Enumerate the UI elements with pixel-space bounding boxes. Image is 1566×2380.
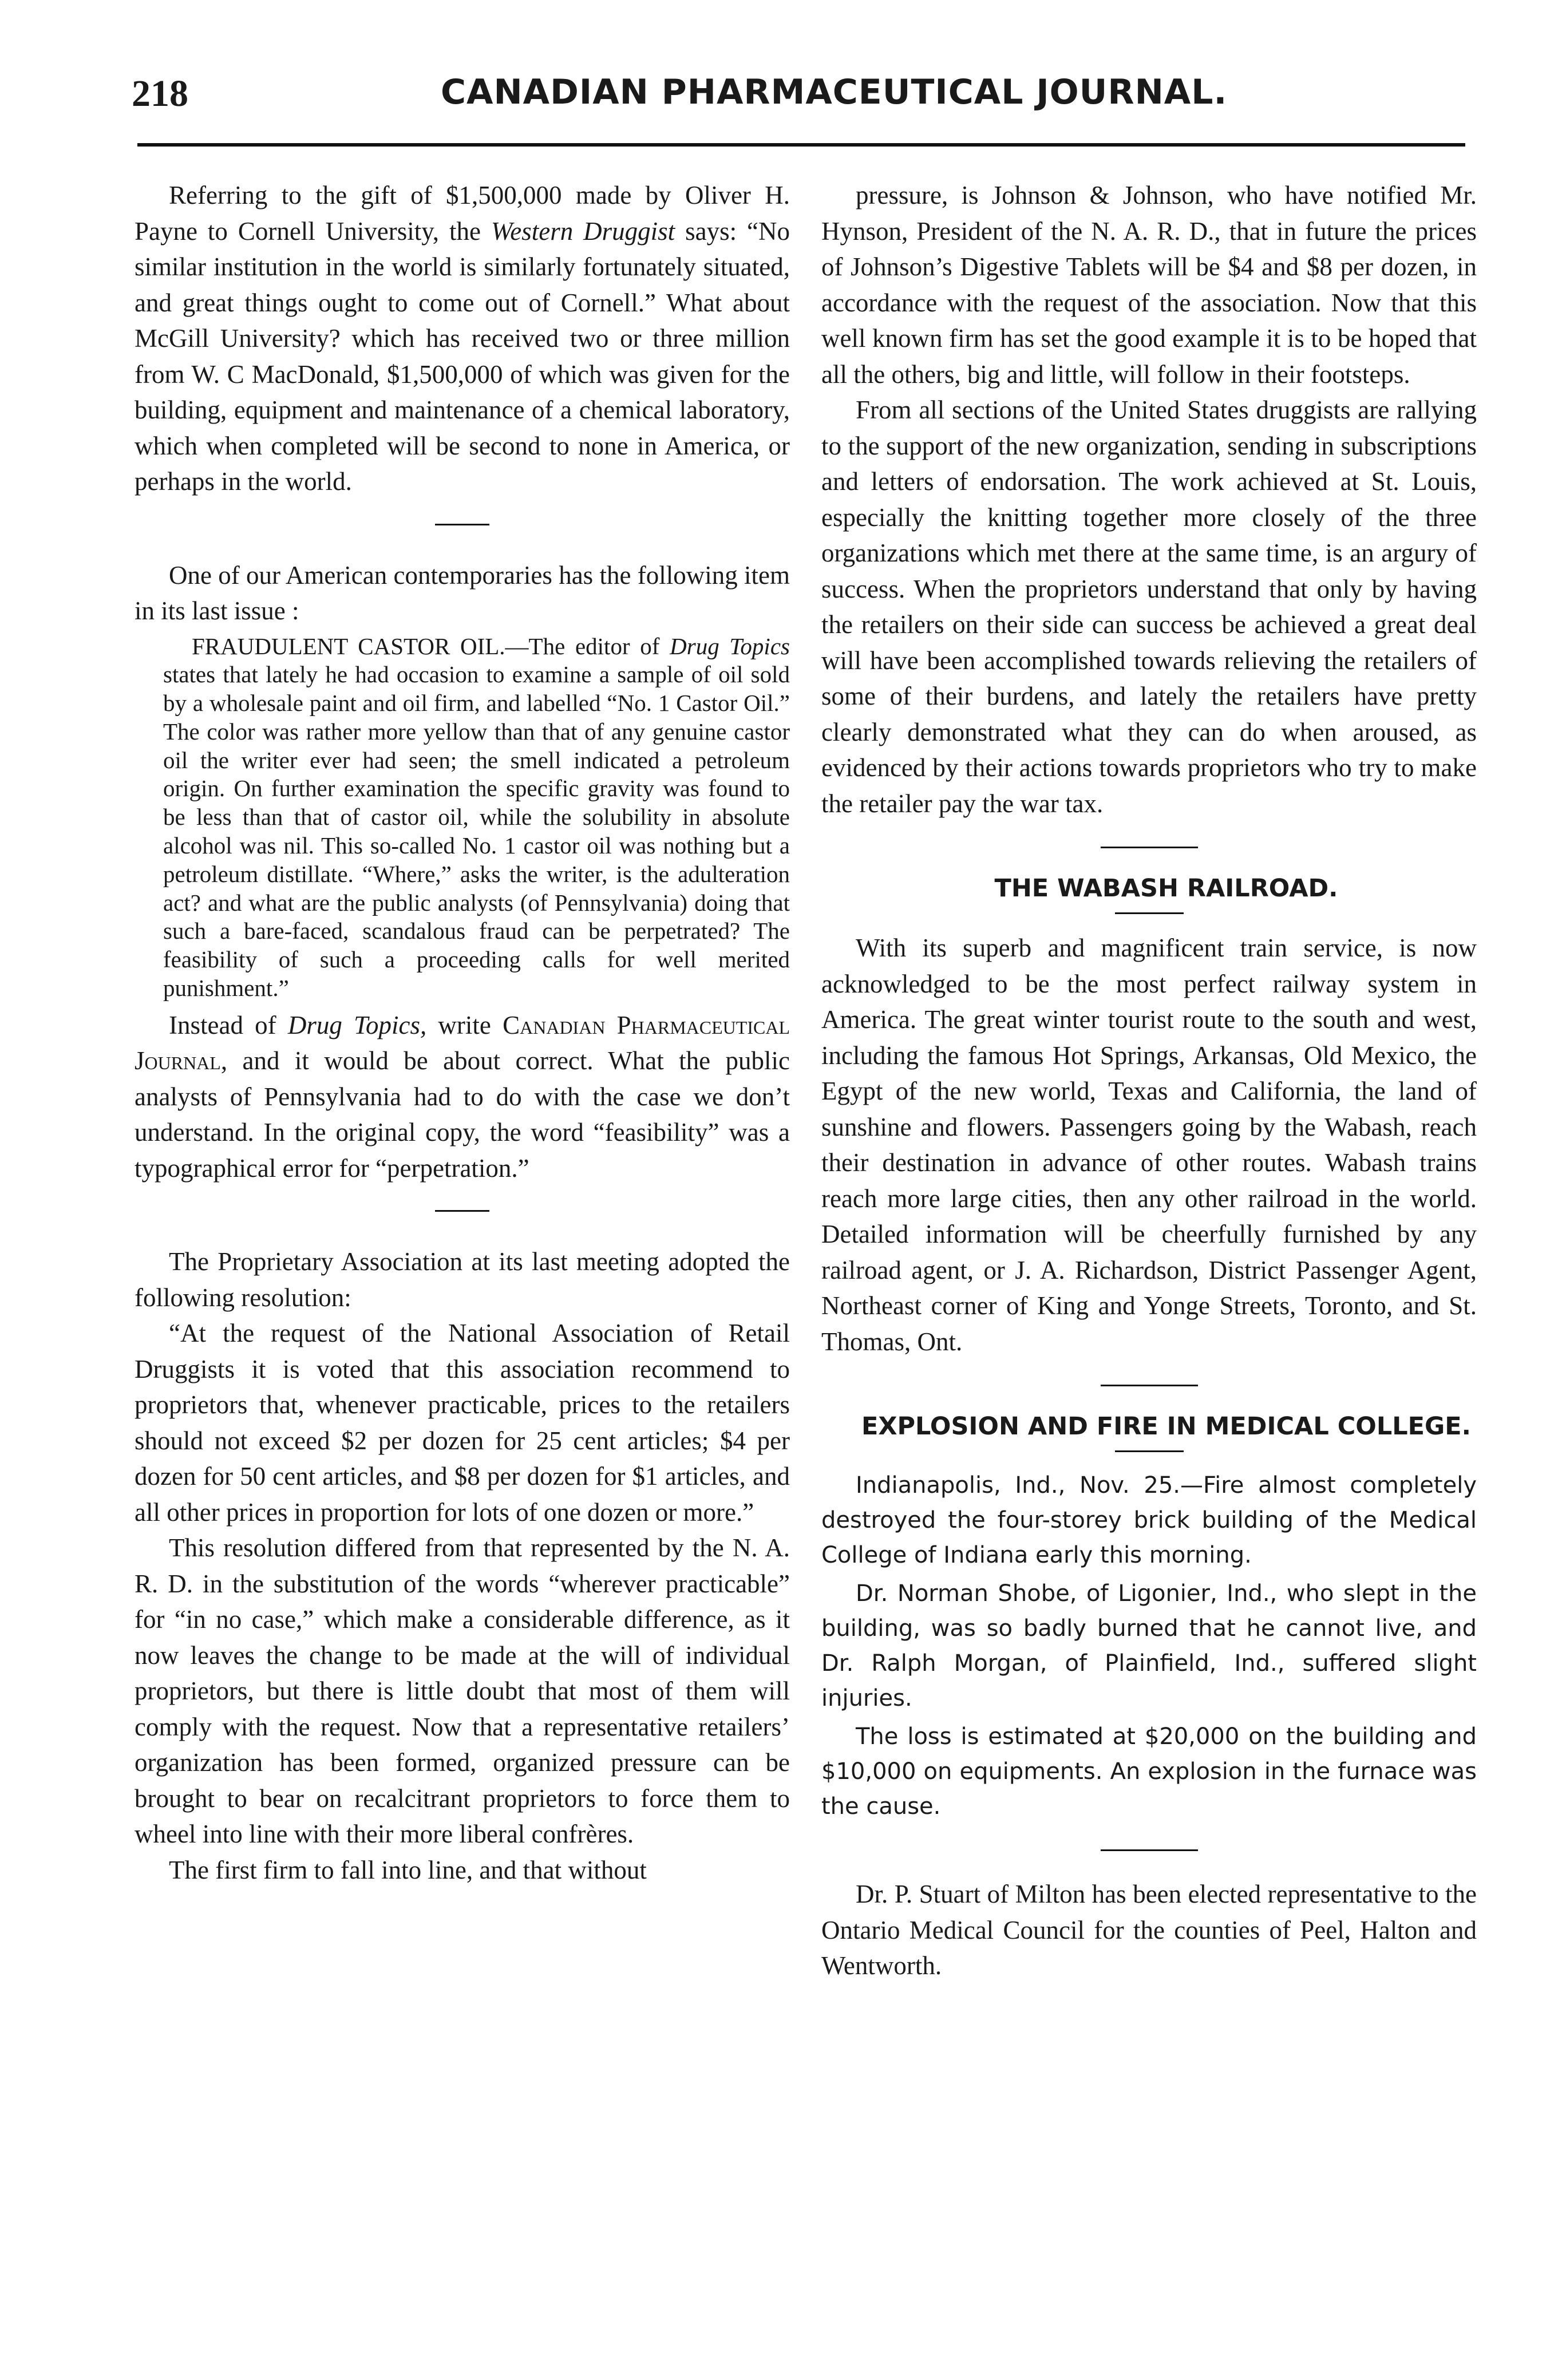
explosion-paragraph: Indianapolis, Ind., Nov. 25.—Fire almost completely destroyed the four-storey brick building of the Medical College of Indiana early this morning.	[821, 1472, 1477, 1568]
explosion-heading: EXPLOSION AND FIRE IN MEDICAL COLLEGE.	[861, 1412, 1471, 1441]
section-divider	[1101, 847, 1198, 848]
right-column	[821, 177, 1477, 1984]
explosion-loss-paragraph: The loss is estimated at $20,000 on the building and $10,000 on equipments. An explosion in the furnace was the cause.	[821, 1723, 1477, 1820]
section-divider	[435, 524, 489, 525]
section-divider	[1101, 1385, 1198, 1386]
header-rule	[137, 143, 1465, 147]
left-column	[135, 177, 790, 1888]
page-number: 218	[132, 73, 188, 114]
explosion-victims-paragraph: Dr. Norman Shobe, of Ligonier, Ind., who slept in the building, was so badly burned that he cannot live, and Dr. Ralph Morgan, of Plainfield, Ind., suffered slight injuries.	[821, 1580, 1477, 1711]
mcgill-paragraph: Referring to the gift of $1,500,000 made by Oliver H. Payne to Cornell University, the Western Druggist says: “No similar institution in the world is similarly fortunately situated, and great things ought to come out of Cornell.” What about McGill University? which has received two or three million from W. C MacDonald, $1,500,000 of which was given for the building, equipment and maintenance of a chemical laboratory, which when completed will be second to none in America, or perhaps in the world.	[135, 181, 790, 496]
johnson-paragraph: pressure, is Johnson & Johnson, who have notified Mr. Hynson, President of the N. A. R. D., that in future the prices of Johnson’s Digestive Tablets will be $4 and $8 per dozen, in accordance with the request of the association. Now that this well known firm has set the good example it is to be hoped that all the others, big and little, will follow in their footsteps.	[821, 181, 1477, 389]
heading-underline	[1115, 912, 1184, 914]
section-divider	[435, 1210, 489, 1212]
castor-oil-quote: FRAUDULENT CASTOR OIL.—The editor of Drug Topics states that lately he had occasion to examine a sample of oil sold by a wholesale paint and oil firm, and labelled “No. 1 Castor Oil.” The color was rather more yellow than that of any genuine castor oil the writer ever had seen; the smell indicated a petroleum origin. On further examination the specific gravity was found to be less than that of castor oil, while the solubility in absolute alcohol was nil. This so-called No. 1 castor oil was nothing but a petroleum distillate. “Where,” asks the writer, is the adulteration act? and what are the public analysts (of Pennsylvania) doing that such a bare-faced, scandalous fraud can be perpetrated? The feasibility of such a proceeding calls for well merited punishment.”	[163, 632, 790, 1002]
druggists-rallying-paragraph: From all sections of the United States druggists are rallying to the support of the new organization, sending in subscriptions and letters of endorsation. The work achieved at St. Louis, especially the knitting together more closely of the three organizations which met there at the same time, is an argury of success. When the proprietors understand that only by having the retailers on their side can success be achieved a great deal will have been accomplished towards relieving the retailers of some of their burdens, and lately the retailers have pretty clearly demonstrated what they can do when aroused, as evidenced by their actions towards proprietors who try to make the retailer pay the war tax.	[821, 396, 1477, 818]
resolution-paragraph: “At the request of the National Association of Retail Druggists it is voted that this association recommend to proprietors that, whenever practicable, prices to the retailers should not exceed $2 per dozen for 25 cent articles; $4 per dozen for 50 cent articles, and $8 per dozen for $1 articles, and all other prices in proportion for lots of one dozen or more.”	[135, 1319, 790, 1527]
western-druggist-title: Western Druggist	[491, 216, 675, 246]
proprietary-association-paragraph: The Proprietary Association at its last meeting adopted the following resolution:	[135, 1247, 790, 1312]
journal-title: CANADIAN PHARMACEUTICAL JOURNAL.	[441, 72, 1228, 112]
drug-topics-paragraph: Instead of Drug Topics, write Canadian Pharmaceutical Journal, and it would be about correct. What the public analysts of Pennsylvania had to do with the case we don’t understand. In the original copy, the word “feasibility” was a typographical error for “perpetration.”	[135, 1010, 790, 1183]
wabash-paragraph: With its superb and magnificent train service, is now acknowledged to be the most perfect railway system in America. The great winter tourist route to the south and west, including the famous Hot Springs, Arkansas, Old Mexico, the Egypt of the new world, Texas and California, the land of sunshine and flowers. Passengers going by the Wabash, reach their destination in advance of other routes. Wabash trains reach more large cities, then any other railroad in the world. Detailed information will be cheerfully furnished by any railroad agent, or J. A. Richardson, District Passenger Agent, Northeast corner of King and Yonge Streets, Toronto, and St. Thomas, Ont.	[821, 934, 1477, 1356]
resolution-comment-paragraph: This resolution differed from that represented by the N. A. R. D. in the substitution of the words “wherever practicable” for “in no case,” which make a considerable difference, as it now leaves the change to be made at the will of individual proprietors, but there is little doubt that most of them will comply with the request. Now that a representative retailers’ organization has been formed, organized pressure can be brought to bear on recalcitrant proprietors to force them to wheel into line with their more liberal confrères.	[135, 1533, 790, 1849]
section-divider	[1101, 1849, 1198, 1851]
page-header	[132, 72, 1471, 129]
wabash-heading: THE WABASH RAILROAD.	[994, 874, 1338, 903]
first-firm-paragraph: The first firm to fall into line, and that without	[169, 1855, 647, 1884]
stuart-paragraph: Dr. P. Stuart of Milton has been elected representative to the Ontario Medical Council for the counties of Peel, Halton and Wentworth.	[821, 1880, 1477, 1980]
heading-underline	[1115, 1450, 1184, 1452]
contemporaries-paragraph: One of our American contemporaries has the following item in its last issue :	[135, 560, 790, 625]
